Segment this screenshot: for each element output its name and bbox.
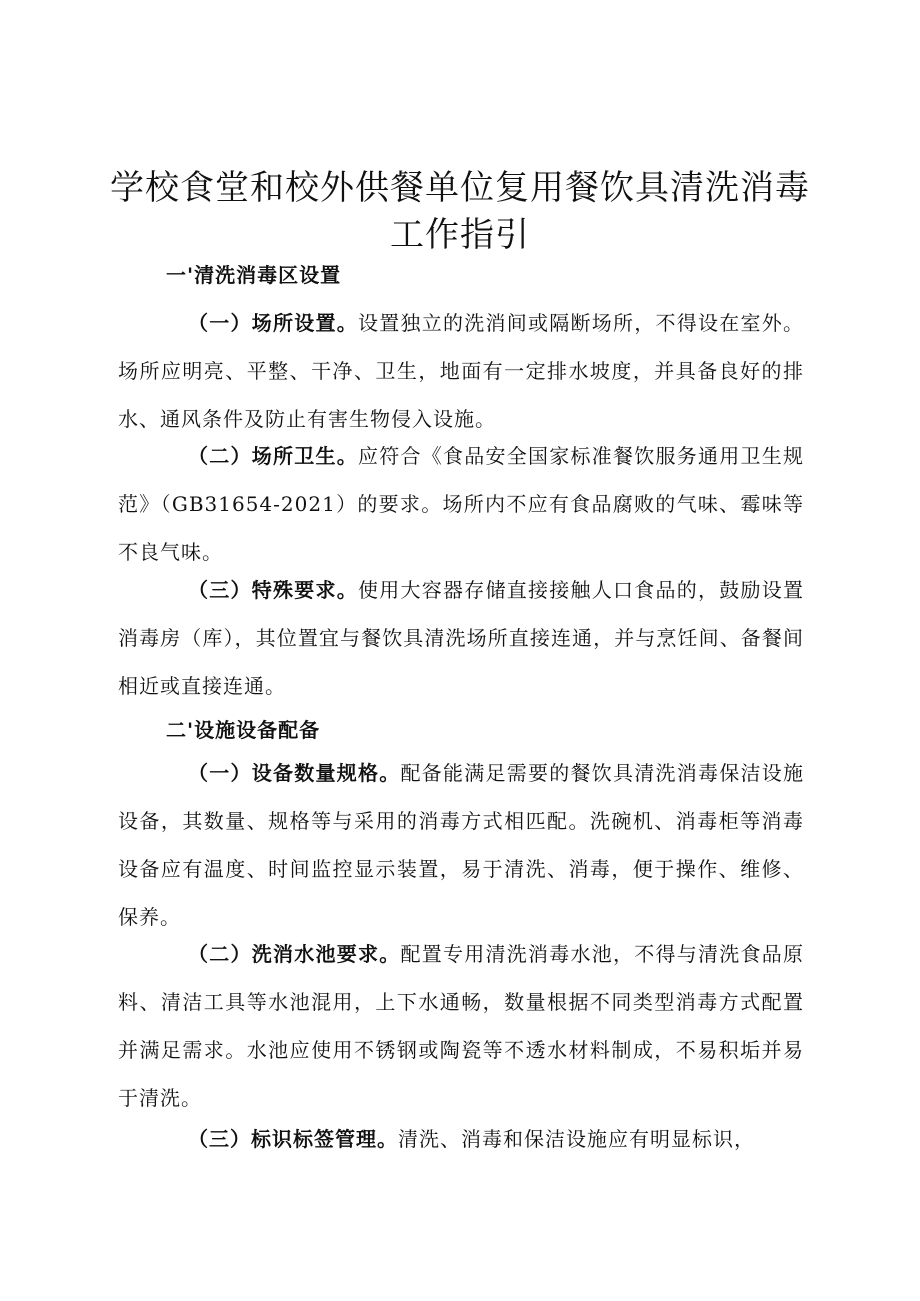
paragraph-text: 应符合《食品安全国家标准餐饮服务通用卫生规范》（GB31654-2021）的要求。场所内不应有食品腐败的气味、霉味等不良气味。 xyxy=(118,444,804,564)
paragraph-text: 清洗、消毒和保洁设施应有明显标识， xyxy=(398,1127,755,1151)
paragraph-lead: （一）场所设置。 xyxy=(188,311,358,335)
section-2-paragraph-3 xyxy=(118,1115,804,1163)
paragraph-text: 设置独立的洗消间或隔断场所，不得设在室外。场所应明亮、平整、干净、卫生，地面有一定排水坡度，并具备良好的排水、通风条件及防止有害生物侵入设施。 xyxy=(118,311,804,431)
paragraph-lead: （三）标识标签管理。 xyxy=(188,1127,398,1151)
paragraph-text: 使用大容器存储直接接触人口食品的，鼓励设置消毒房（库），其位置宜与餐饮具清洗场所直接连通，并与烹饪间、备餐间相近或直接连通。 xyxy=(118,578,804,698)
paragraph-lead: （二）场所卫生。 xyxy=(188,444,358,468)
document-title-line-1: 学校食堂和校外供餐单位复用餐饮具清洗消毒 xyxy=(110,168,810,208)
section-1-paragraph-1 xyxy=(118,299,804,443)
section-2-paragraph-1 xyxy=(118,749,804,941)
document-title-line-2: 工作指引 xyxy=(390,215,530,255)
paragraph-text: 配置专用清洗消毒水池，不得与清洗食品原料、清洁工具等水池混用，上下水通畅，数量根据不同类型消毒方式配置并满足需求。水池应使用不锈钢或陶瓷等不透水材料制成，不易积垢并易于清洗。 xyxy=(118,942,804,1110)
paragraph-lead: （二）洗消水池要求。 xyxy=(188,942,401,966)
paragraph-text: 配备能满足需要的餐饮具清洗消毒保洁设施设备，其数量、规格等与采用的消毒方式相匹配。洗碗机、消毒柜等消毒设备应有温度、时间监控显示装置，易于清洗、消毒，便于操作、维修、保养。 xyxy=(118,761,804,929)
section-2-paragraph-2 xyxy=(118,930,804,1122)
section-1-paragraph-3 xyxy=(118,566,804,710)
paragraph-lead: （三）特殊要求。 xyxy=(188,578,358,602)
section-heading-2: 二'设施设备配备 xyxy=(166,718,321,742)
section-1-paragraph-2 xyxy=(118,432,804,576)
paragraph-lead: （一）设备数量规格。 xyxy=(188,761,401,785)
section-heading-1: 一'清洗消毒区设置 xyxy=(166,263,342,287)
